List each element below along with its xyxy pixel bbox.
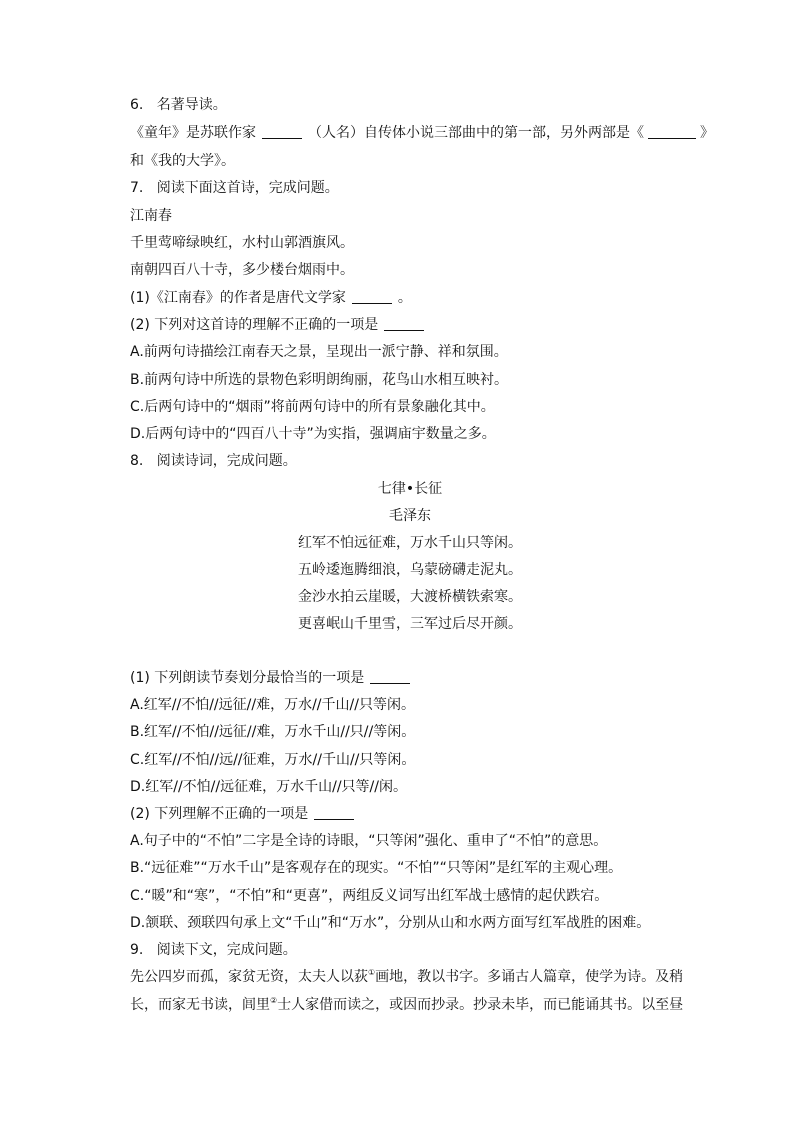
q9-heading — [130, 940, 297, 960]
q6-blank-books[interactable] — [648, 124, 696, 139]
q9-p2-text-b: 士人家借而读之，或因而抄录。抄录未毕，而已能诵其书。以至昼 — [277, 997, 684, 1013]
q7-option-b: B.前两句诗中所选的景物色彩明朗绚丽，花鸟山水相互映衬。 — [130, 372, 509, 388]
q6-blank-author[interactable] — [262, 124, 302, 139]
q7-sub1-end: 。 — [397, 290, 412, 306]
q8-title: 阅读诗词，完成问题。 — [156, 453, 297, 469]
q6-line-2: 和《我的大学》。 — [130, 153, 235, 169]
q8-sub2-option-b: B.“远征难”“万水千山”是客观存在的现实。“不怕”“只等闲”是红军的主观心理。 — [130, 860, 623, 876]
q8-sub1-option-a: A.红军//不怕//远征//难，万水//千山//只等闲。 — [130, 697, 415, 713]
q9-p1-text-a: 先公四岁而孤，家贫无资，太夫人以荻 — [130, 969, 368, 985]
q8-poem-line-1: 红军不怕远征难，万水千山只等闲。 — [298, 535, 522, 551]
q9-title: 阅读下文，完成问题。 — [156, 942, 297, 958]
q7-sub1-text: (1)《江南春》的作者是唐代文学家 — [130, 290, 346, 306]
q7-option-a: A.前两句诗描绘江南春天之景，呈现出一派宁静、祥和氛围。 — [130, 344, 508, 360]
q8-blank-1[interactable] — [370, 669, 410, 684]
q8-sub1-text: (1) 下列朗读节奏划分最恰当的一项是 — [130, 670, 365, 686]
q9-p2-text-a: 长，而家无书读，闾里 — [130, 997, 270, 1013]
footnote-marker-1: ① — [368, 968, 376, 977]
q9-p1-text-b: 画地，教以书字。多诵古人篇章，使学为诗。及稍 — [375, 969, 684, 985]
q8-sub2-option-a: A.句子中的“不怕”二字是全诗的诗眼，“只等闲”强化、重申了“不怕”的意思。 — [130, 833, 608, 849]
q8-sub2-option-c: C.“暖”和“寒”，“不怕”和“更喜”，两组反义词写出红军战士感情的起伏跌宕。 — [130, 888, 609, 904]
q7-blank-poet[interactable] — [352, 289, 392, 304]
q8-poem-author: 毛泽东 — [389, 508, 431, 524]
q9-passage-line-2 — [130, 995, 683, 1015]
q6-text-a: 《童年》是苏联作家 — [130, 125, 256, 141]
q7-heading — [130, 178, 339, 198]
q8-sub2-option-d: D.颔联、颈联四句承上文“千山”和“万水”，分别从山和水两方面写红军战胜的困难。 — [130, 915, 651, 931]
q8-number: 8. — [130, 453, 144, 469]
q8-sub-question-2 — [130, 804, 360, 824]
q7-sub-question-2 — [130, 315, 430, 335]
q8-poem-title: 七律•长征 — [377, 481, 443, 497]
q8-sub2-text: (2) 下列理解不正确的一项是 — [130, 806, 309, 822]
q7-sub-question-1 — [130, 288, 412, 308]
q7-option-d: D.后两句诗中的“四百八十寺”为实指，强调庙宇数量之多。 — [130, 426, 496, 442]
footnote-marker-2: ② — [270, 996, 278, 1005]
q6-heading — [130, 95, 227, 115]
q6-number: 6. — [130, 97, 144, 113]
q8-poem-line-3: 金沙水拍云崖暖，大渡桥横铁索寒。 — [298, 589, 522, 605]
q7-poem-line-2: 南朝四百八十寺，多少楼台烟雨中。 — [130, 262, 354, 278]
q7-number: 7. — [130, 180, 144, 196]
q8-heading — [130, 451, 297, 471]
q8-sub1-option-d: D.红军//不怕//远征难，万水千山//只等//闲。 — [130, 779, 407, 795]
q7-sub2-text: (2) 下列对这首诗的理解不正确的一项是 — [130, 317, 379, 333]
q7-poem-title: 江南春 — [130, 208, 172, 224]
q8-sub1-option-c: C.红军//不怕//远//征难，万水//千山//只等闲。 — [130, 752, 416, 768]
q9-passage-line-1 — [130, 967, 683, 987]
q6-title: 名著导读。 — [156, 97, 227, 113]
q8-poem-line-2: 五岭逶迤腾细浪，乌蒙磅礴走泥丸。 — [298, 562, 522, 578]
q7-title: 阅读下面这首诗，完成问题。 — [156, 180, 339, 196]
q8-sub1-option-b: B.红军//不怕//远征//难，万水千山//只//等闲。 — [130, 724, 416, 740]
q8-blank-2[interactable] — [314, 805, 354, 820]
q7-option-c: C.后两句诗中的“烟雨”将前两句诗中的所有景象融化其中。 — [130, 399, 495, 415]
q6-line-1 — [130, 123, 714, 143]
q8-sub-question-1 — [130, 668, 416, 688]
q7-poem-line-1: 千里莺啼绿映红，水村山郭酒旗风。 — [130, 235, 354, 251]
q6-text-b: （人名）自传体小说三部曲中的第一部，另外两部是《 — [308, 125, 644, 141]
q6-text-c: 》 — [700, 125, 714, 141]
q9-number: 9. — [130, 942, 144, 958]
q7-blank-choice[interactable] — [384, 316, 424, 331]
q8-poem-line-4: 更喜岷山千里雪，三军过后尽开颜。 — [298, 616, 522, 632]
